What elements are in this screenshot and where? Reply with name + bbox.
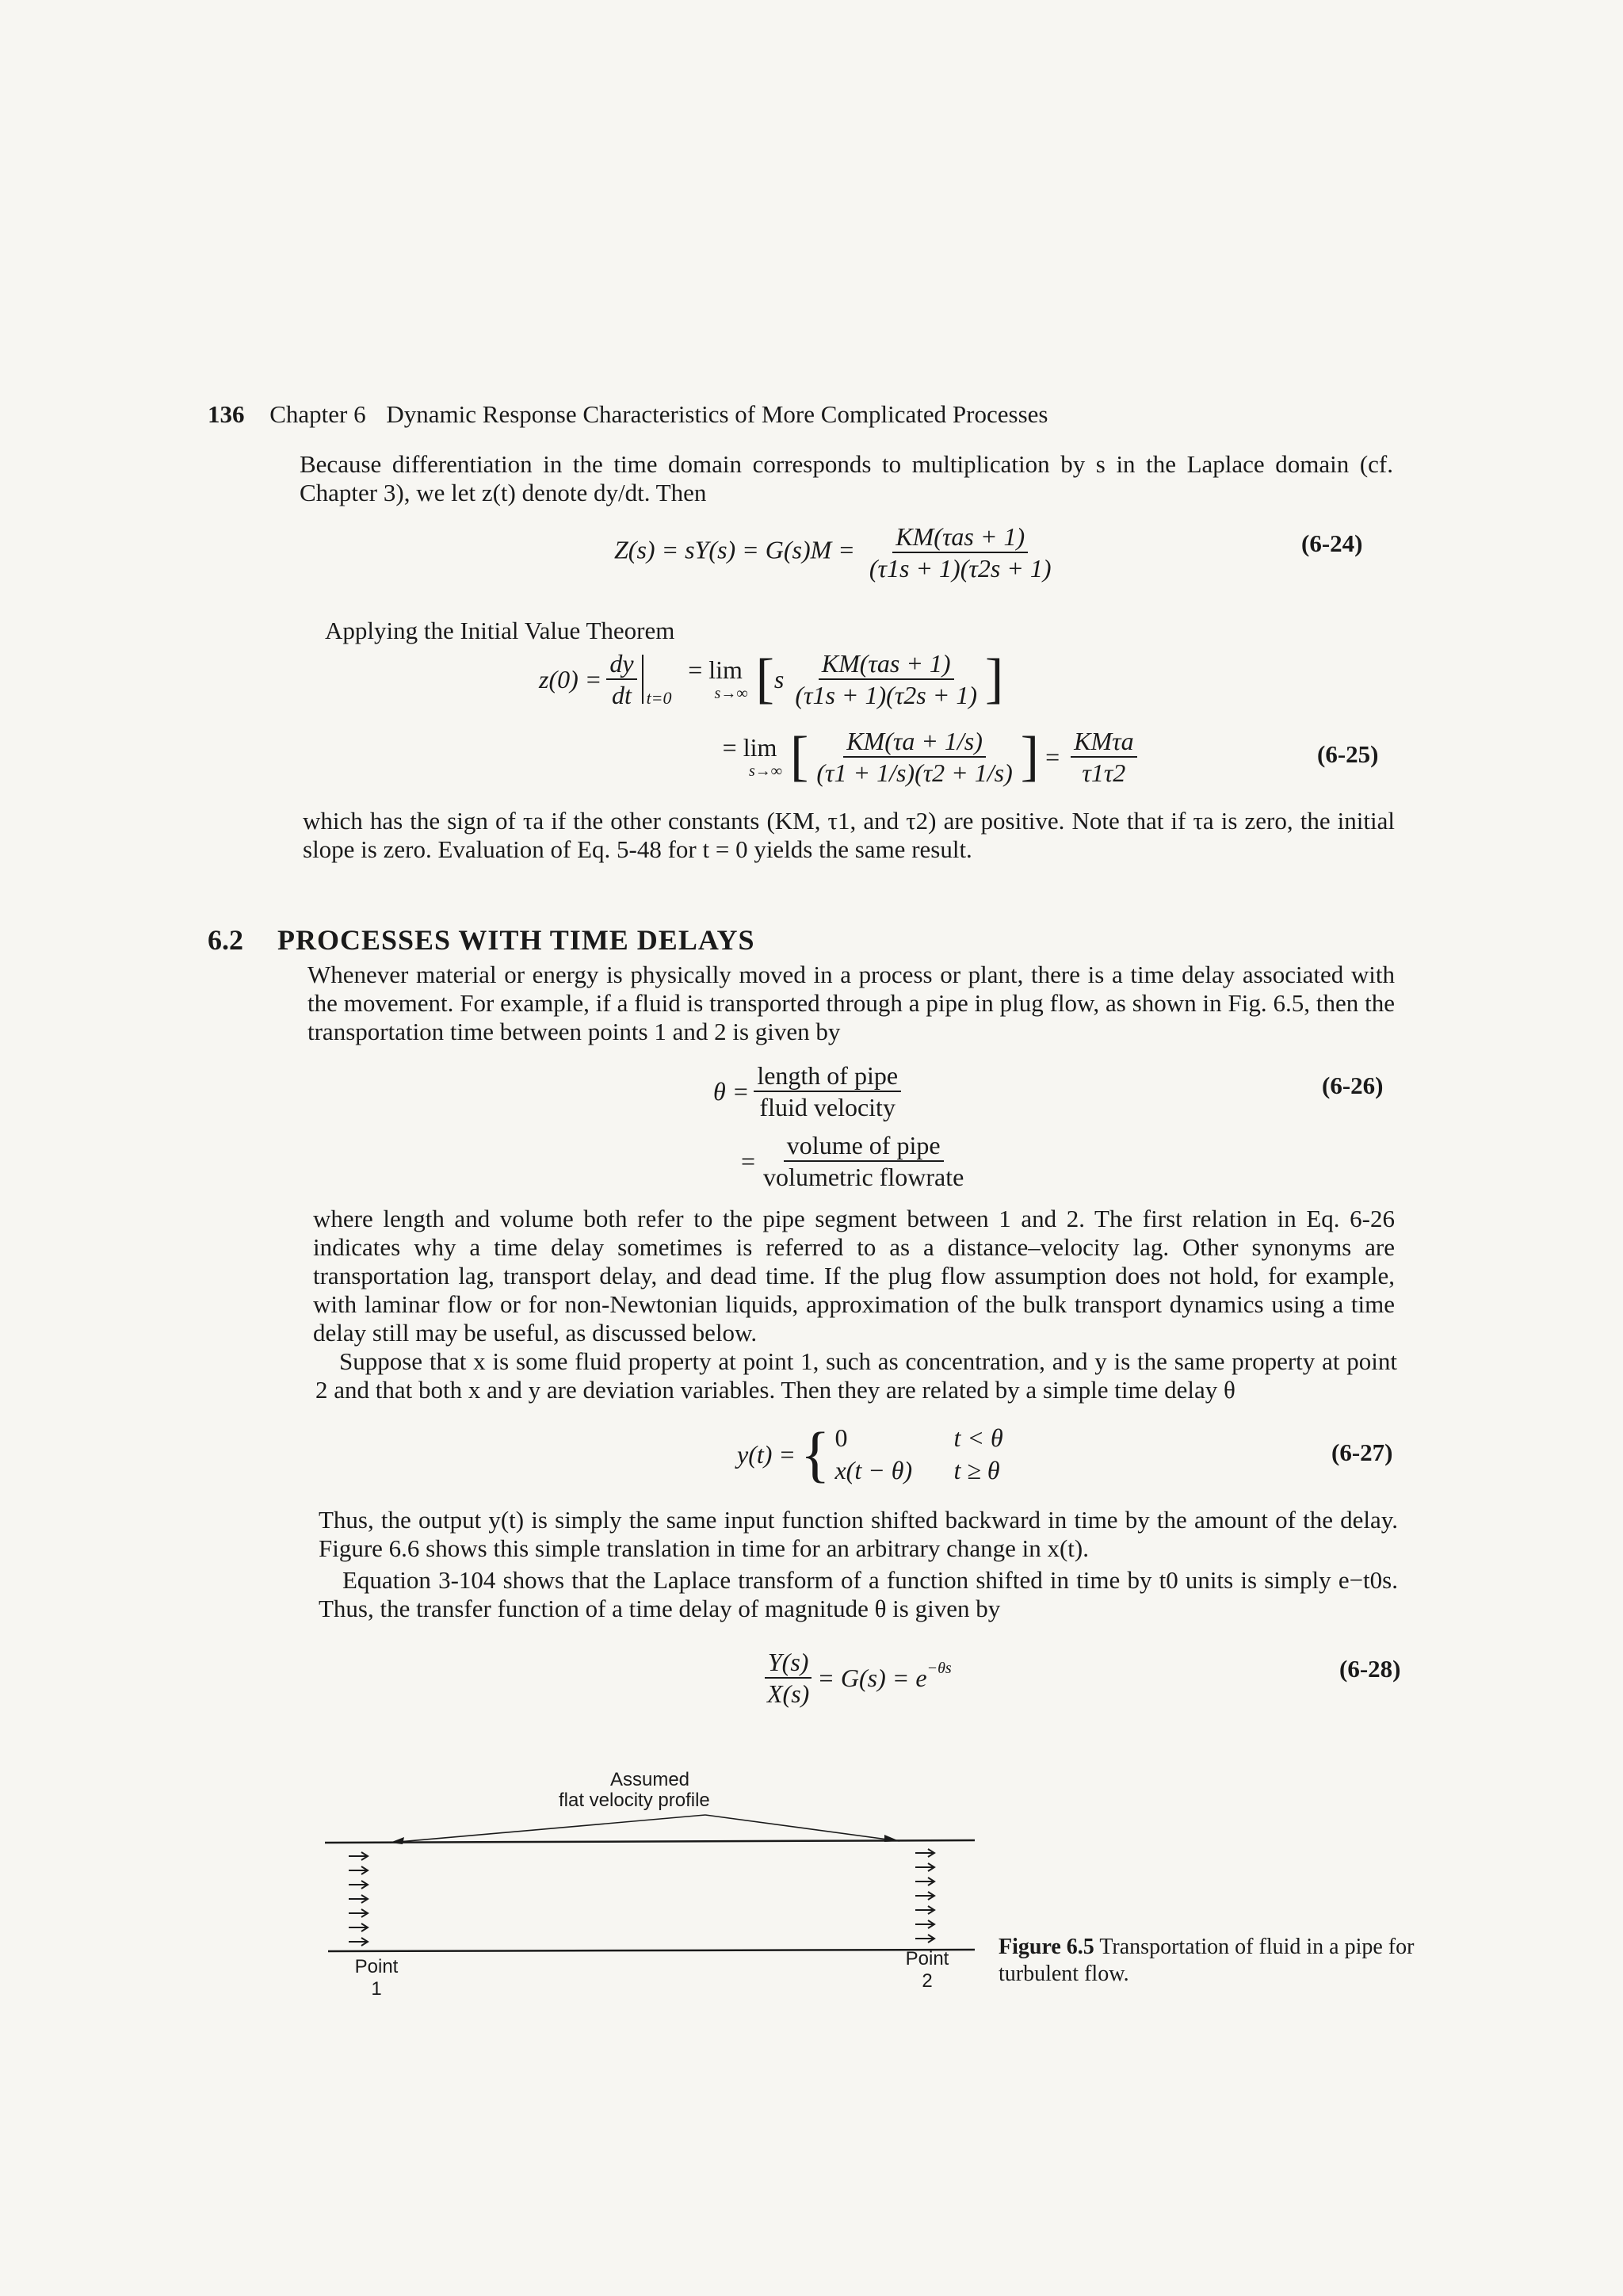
eq25a-bracket-open: [ xyxy=(755,648,774,709)
equation-6-26-line2 xyxy=(741,1132,972,1190)
eq26a-numerator: length of pipe xyxy=(754,1062,901,1092)
eq26a-fraction xyxy=(754,1062,901,1121)
eq26b-numerator: volume of pipe xyxy=(784,1132,944,1162)
eq25a-dt: dt xyxy=(612,681,632,709)
velocity-arrows-point2 xyxy=(915,1849,934,1943)
point-2-number: 2 xyxy=(922,1970,933,1992)
equation-number-6-25: (6-25) xyxy=(1317,740,1379,768)
eq25a-fraction xyxy=(792,650,980,709)
chapter-label: Chapter 6 xyxy=(269,400,366,428)
equation-6-27 xyxy=(737,1419,1048,1488)
point-1-word: Point xyxy=(354,1956,399,1977)
paragraph-distance-velocity: where length and volume both refer to the pipe segment between 1 and 2. The first relation in Eq. 6-26 indicates why a time delay sometimes is referred to as a distance–velocity lag. Other synonyms are transportation lag, transport delay, and dead time. If the plug flow assumption does not hold, for example, with laminar flow or for non-Newtonian liquids, approximation of the bulk transport dynamics using a time delay still may be useful, as discussed below. xyxy=(313,1205,1395,1347)
eq27-case2-value: x(t − θ) xyxy=(834,1456,913,1484)
paragraph-laplace-shift: Equation 3-104 shows that the Laplace transform of a function shifted in time by t0 units is simply e−t0s. Thus, the transfer function of a time delay of magnitude θ is given by xyxy=(319,1566,1398,1622)
section-number: 6.2 xyxy=(208,924,243,956)
paragraph-sign: which has the sign of τa if the other constants (KM, τ1, and τ2) are positive. Note that if τa is zero, the initial slope is zero. Evaluation of Eq. 5-48 for t = 0 yields the same result. xyxy=(303,807,1395,863)
eq24-lhs: Z(s) = sY(s) = G(s)M = xyxy=(614,535,855,564)
eq25a-s: s xyxy=(773,664,785,693)
eq25b-lim-label: = lim xyxy=(722,733,777,762)
figure-caption xyxy=(999,1934,1426,1988)
eq28-rhs: = G(s) = e xyxy=(817,1663,927,1692)
eq25a-derivative xyxy=(606,650,636,709)
eq28-denominator: X(s) xyxy=(767,1679,810,1708)
equation-number-6-28: (6-28) xyxy=(1339,1655,1401,1683)
eq25a-lhs: z(0) = xyxy=(539,664,602,693)
eq26a-lhs: θ = xyxy=(713,1076,750,1106)
eq24-fraction xyxy=(866,523,1055,582)
eq25a-eval-sub: t=0 xyxy=(646,688,672,708)
pipe-diagram xyxy=(317,1799,983,1966)
eq28-numerator: Y(s) xyxy=(765,1648,812,1679)
equation-6-25-line2 xyxy=(717,728,1142,786)
equation-number-6-24: (6-24) xyxy=(1301,529,1363,557)
point-2-word: Point xyxy=(905,1948,949,1969)
eq27-brace: { xyxy=(800,1419,831,1488)
page-header xyxy=(208,400,1048,429)
chapter-title: Dynamic Response Characteristics of More Complicated Processes xyxy=(386,400,1048,428)
eq26b-denominator: volumetric flowrate xyxy=(763,1163,964,1191)
eq27-case2-cond: t ≥ θ xyxy=(953,1456,1000,1484)
equation-6-25-line1 xyxy=(539,650,1003,709)
figure-label-velocity-profile: flat velocity profile xyxy=(559,1790,710,1811)
eq25a-limit xyxy=(683,655,748,703)
eq25a-denominator: (τ1s + 1)(τ2s + 1) xyxy=(795,681,977,709)
eq27-cases xyxy=(834,1423,1048,1485)
eq25b-bracket-open: [ xyxy=(790,726,809,787)
point-2-label xyxy=(899,1948,955,1992)
pointer-right xyxy=(705,1815,899,1841)
equation-6-26-line1 xyxy=(713,1062,906,1121)
eq24-denominator: (τ1s + 1)(τ2s + 1) xyxy=(869,554,1052,583)
eq28-exponent: −θs xyxy=(926,1660,952,1677)
eq26b-lhs: = xyxy=(741,1146,756,1175)
eq25a-bracket-close: ] xyxy=(984,648,1004,709)
eq26b-fraction xyxy=(760,1132,967,1190)
eq25b-result-den: τ1τ2 xyxy=(1082,758,1126,787)
pointer-right-head xyxy=(884,1835,899,1842)
section-title: PROCESSES WITH TIME DELAYS xyxy=(277,924,755,956)
eq25a-lim-sub: s→∞ xyxy=(714,685,748,702)
paragraph-time-delay: Whenever material or energy is physically moved in a process or plant, there is a time delay associated with the movement. For example, if a fluid is transported through a pipe in plug flow, as shown in Fig. 6.5, then the transportation time between points 1 and 2 is given by xyxy=(307,961,1395,1045)
eq25a-numerator: KM(τas + 1) xyxy=(819,650,954,680)
figure-label-assumed: Assumed xyxy=(609,1769,690,1790)
paragraph-fluid-property: Suppose that x is some fluid property at point 1, such as concentration, and y is the same property at point 2 and that both x and y are deviation variables. Then they are related by a simple time delay θ xyxy=(315,1347,1397,1404)
velocity-arrows-point1 xyxy=(349,1852,368,1946)
eq25b-lim-sub: s→∞ xyxy=(749,762,783,780)
eq26a-denominator: fluid velocity xyxy=(759,1093,896,1121)
paragraph-ivt: Applying the Initial Value Theorem xyxy=(325,617,675,644)
pointer-left xyxy=(390,1815,705,1843)
point-1-label xyxy=(349,1956,404,2000)
page-number: 136 xyxy=(208,400,245,428)
eq25b-equals: = xyxy=(1045,742,1060,771)
eq25b-bracket-close: ] xyxy=(1020,726,1040,787)
point-1-number: 1 xyxy=(371,1978,382,2000)
equation-6-28 xyxy=(759,1648,952,1707)
equation-6-24 xyxy=(614,523,1060,582)
figure-caption-label: Figure 6.5 xyxy=(999,1935,1094,1959)
figure-caption-text: Transportation of fluid in a pipe for turbulent flow. xyxy=(999,1935,1415,1986)
eq25b-limit xyxy=(717,733,782,781)
eq25b-denominator: (τ1 + 1/s)(τ2 + 1/s) xyxy=(816,758,1013,787)
eq27-case1-value: 0 xyxy=(834,1423,848,1452)
eq25b-result xyxy=(1071,728,1136,786)
equation-number-6-26: (6-26) xyxy=(1322,1072,1384,1099)
eq24-numerator: KM(τas + 1) xyxy=(892,523,1028,553)
eq25a-lim-label: = lim xyxy=(688,655,743,684)
eval-bar xyxy=(642,655,643,704)
eq28-fraction xyxy=(764,1648,812,1707)
pipe-top-wall xyxy=(325,1840,975,1843)
eq27-lhs: y(t) = xyxy=(737,1439,796,1469)
eq27-case1-cond: t < θ xyxy=(953,1423,1003,1452)
equation-number-6-27: (6-27) xyxy=(1331,1438,1393,1466)
eq25b-fraction xyxy=(813,728,1015,786)
eq25b-result-num: KMτa xyxy=(1071,728,1136,758)
eq25a-dy: dy xyxy=(606,650,636,680)
pipe-bottom-wall xyxy=(328,1950,975,1951)
eq25b-numerator: KM(τa + 1/s) xyxy=(843,728,986,758)
paragraph-intro: Because differentiation in the time domain corresponds to multiplication by s in the Laplace domain (cf. Chapter 3), we let z(t) denote dy/dt. Then xyxy=(300,450,1393,506)
paragraph-translation: Thus, the output y(t) is simply the same input function shifted backward in time by the amount of the delay. Figure 6.6 shows this simple translation in time for an arbitrary change in x(t). xyxy=(319,1506,1398,1562)
